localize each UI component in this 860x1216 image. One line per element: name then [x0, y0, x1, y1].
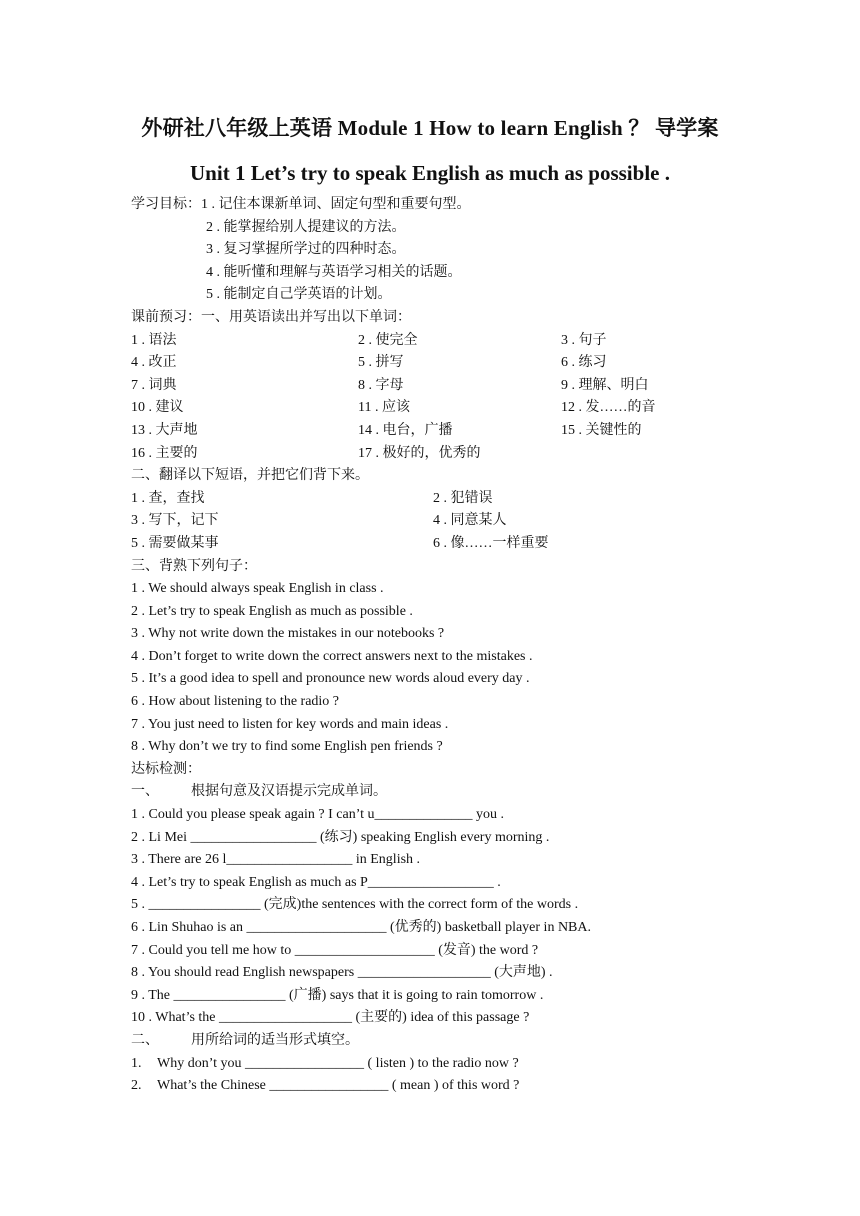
phrase-item: 3 . 写下，记下	[131, 513, 219, 529]
sentence-item: 7 . You just need to listen for key words and main ideas .	[131, 716, 449, 732]
vocab-item: 7 . 词典	[131, 377, 177, 393]
exercise-item: 1 . Could you please speak again ? I can’t u______________ you .	[131, 807, 505, 823]
section-header: 二、翻译以下短语，并把它们背下来。	[131, 468, 369, 484]
objective-line: 2 . 能掌握给别人提建议的方法。	[206, 219, 406, 235]
exercise-item: 7 . Could you tell me how to ____________________ (发音) the word ?	[131, 942, 539, 958]
vocab-item: 11 . 应该	[358, 400, 410, 416]
phrase-item: 5 . 需要做某事	[131, 535, 219, 551]
vocab-item: 5 . 拼写	[358, 355, 404, 371]
phrase-item: 2 . 犯错误	[433, 490, 493, 506]
document-title: 外研社八年级上英语 Module 1 How to learn English ？ 导学案	[141, 116, 719, 140]
vocab-item: 9 . 理解、明白	[561, 377, 649, 393]
vocab-item: 13 . 大声地	[131, 422, 198, 438]
objective-line: 5 . 能制定自己学英语的计划。	[206, 287, 392, 303]
vocab-item: 12 . 发……的音	[561, 400, 656, 416]
part-header	[131, 1030, 751, 1053]
unit-title: Unit 1 Let’s try to speak English as much as possible .	[190, 161, 670, 185]
item-number: 2.	[131, 1078, 142, 1094]
objective-line: 3 . 复习掌握所学过的四种时态。	[206, 242, 406, 258]
part-number: 二、	[131, 1032, 159, 1048]
phrase-row	[131, 510, 751, 533]
phrase-row	[131, 533, 751, 556]
sentence-item: 6 . How about listening to the radio ?	[131, 694, 340, 710]
exercise-item: 3 . There are 26 l__________________ in English .	[131, 852, 421, 868]
vocab-item: 8 . 字母	[358, 377, 404, 393]
document-body	[131, 194, 751, 1098]
vocab-item: 4 . 改正	[131, 355, 177, 371]
vocab-item: 3 . 句子	[561, 332, 607, 348]
exercise-item: 5 . ________________ (完成)the sentences with the correct form of the words .	[131, 897, 579, 913]
sentence-item: 1 . We should always speak English in class .	[131, 581, 384, 597]
vocab-item: 6 . 练习	[561, 355, 607, 371]
exercise-item	[131, 1053, 751, 1076]
exercise-item: 8 . You should read English newspapers ___________________ (大声地) .	[131, 965, 553, 981]
vocab-row	[131, 375, 751, 398]
vocab-item: 10 . 建议	[131, 400, 184, 416]
sentence-item: 3 . Why not write down the mistakes in our notebooks ?	[131, 626, 445, 642]
exercise-item: 6 . Lin Shuhao is an ____________________ (优秀的) basketball player in NBA.	[131, 920, 592, 935]
vocab-item: 2 . 使完全	[358, 332, 418, 348]
vocab-row	[131, 352, 751, 375]
sentence-item: 2 . Let’s try to speak English as much as possible .	[131, 603, 413, 619]
objective-line: 4 . 能听懂和理解与英语学习相关的话题。	[206, 264, 462, 280]
vocab-item: 17 . 极好的，优秀的	[358, 445, 481, 461]
vocab-row	[131, 397, 751, 420]
vocab-item: 14 . 电台，广播	[358, 422, 453, 438]
part-header	[131, 781, 751, 804]
part-title: 根据句意及汉语提示完成单词。	[191, 784, 387, 800]
phrase-item: 6 . 像……一样重要	[433, 535, 549, 551]
part-number: 一、	[131, 784, 159, 800]
item-number: 1.	[131, 1055, 142, 1071]
vocab-item: 15 . 关键性的	[561, 422, 642, 438]
objectives-label: 学习目标：	[131, 197, 201, 212]
vocab-item: 16 . 主要的	[131, 445, 198, 461]
phrase-row	[131, 488, 751, 511]
objective-line	[131, 194, 751, 217]
vocab-row	[131, 330, 751, 353]
objective-item: 1 . 记住本课新单词、固定句型和重要句型。	[201, 197, 471, 212]
exercise-item: 10 . What’s the ___________________ (主要的) idea of this passage ?	[131, 1010, 530, 1026]
phrase-item: 1 . 查，查找	[131, 490, 205, 506]
part-title: 用所给词的适当形式填空。	[191, 1032, 359, 1048]
vocab-item: 1 . 语法	[131, 332, 177, 348]
section-header: 三、背熟下列句子：	[131, 558, 257, 574]
section-header: 课前预习：一、用英语读出并写出以下单词：	[131, 309, 411, 325]
sentence-item: 8 . Why don’t we try to find some English pen friends ?	[131, 739, 443, 755]
item-text: Why don’t you _________________ ( listen ) to the radio now ?	[157, 1055, 519, 1071]
phrase-item: 4 . 同意某人	[433, 513, 507, 529]
vocab-row	[131, 420, 751, 443]
vocab-row	[131, 443, 751, 466]
exercise-item	[131, 1075, 751, 1098]
sentence-item: 4 . Don’t forget to write down the correct answers next to the mistakes .	[131, 648, 533, 664]
exercise-item: 4 . Let’s try to speak English as much as P__________________ .	[131, 874, 501, 890]
item-text: What’s the Chinese _________________ ( mean ) of this word ?	[157, 1078, 520, 1094]
exercise-item: 9 . The ________________ (广播) says that it is going to rain tomorrow .	[131, 987, 544, 1003]
sentence-item: 5 . It’s a good idea to spell and pronounce new words aloud every day .	[131, 671, 530, 687]
exercise-item: 2 . Li Mei __________________ (练习) speaking English every morning .	[131, 829, 550, 845]
section-header: 达标检测：	[131, 761, 201, 777]
